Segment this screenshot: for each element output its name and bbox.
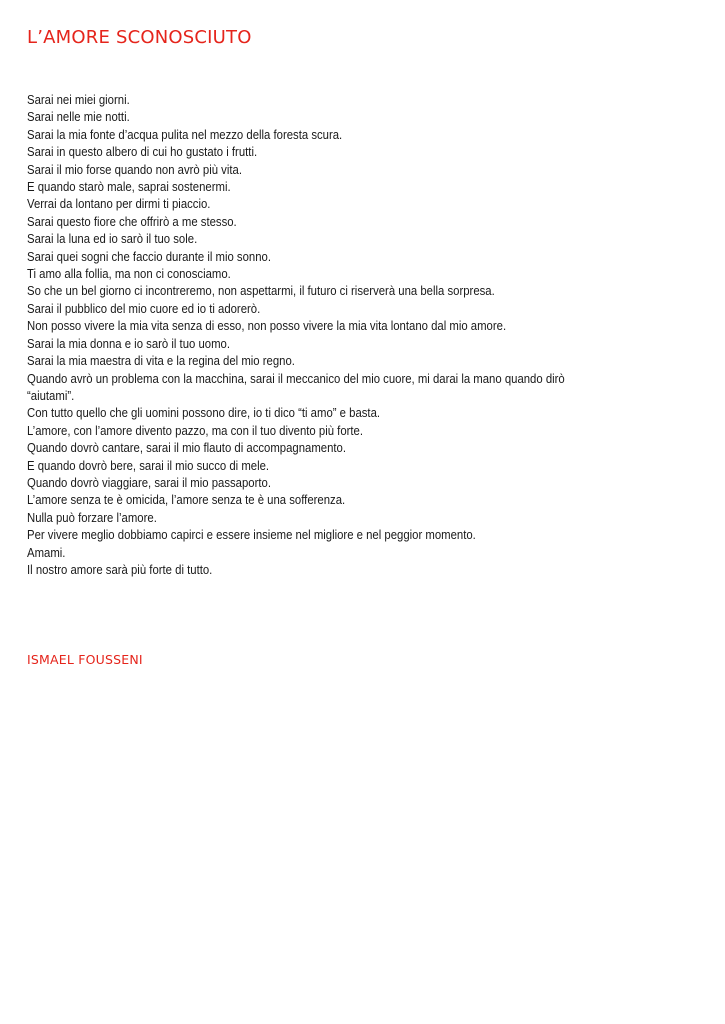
page-title: L’AMORE SCONOSCIUTO	[27, 27, 252, 48]
poem-line: Con tutto quello che gli uomini possono dire, io ti dico “ti amo” e basta.	[27, 405, 381, 421]
poem-line: Sarai la mia fonte d’acqua pulita nel mezzo della foresta scura.	[27, 126, 343, 142]
poem-line: Sarai in questo albero di cui ho gustato i frutti.	[27, 144, 258, 160]
poem-line: So che un bel giorno ci incontreremo, non aspettarmi, il futuro ci riserverà una bella sorpresa.	[27, 283, 495, 299]
poem-line: Sarai nei miei giorni.	[27, 92, 130, 107]
poem-line: Quando dovrò viaggiare, sarai il mio passaporto.	[27, 474, 271, 490]
poem-line: L’amore, con l’amore divento pazzo, ma con il tuo divento più forte.	[27, 422, 364, 438]
poem-line: Sarai la mia maestra di vita e la regina del mio regno.	[27, 353, 295, 369]
poem-line: Verrai da lontano per dirmi ti piaccio.	[27, 196, 211, 212]
poem-line: L’amore senza te è omicida, l’amore senza te è una sofferenza.	[27, 492, 346, 508]
poem-line: E quando dovrò bere, sarai il mio succo di mele.	[27, 457, 270, 473]
poem-line: Quando dovrò cantare, sarai il mio flauto di accompagnamento.	[27, 440, 347, 456]
poem-line: Il nostro amore sarà più forte di tutto.	[27, 561, 213, 577]
poem-line: Sarai la luna ed io sarò il tuo sole.	[27, 231, 198, 247]
poem-line: “aiutami”.	[27, 387, 75, 403]
poem-line: Ti amo alla follia, ma non ci conosciamo.	[27, 266, 231, 282]
poem-line: Sarai la mia donna e io sarò il tuo uomo.	[27, 335, 231, 351]
poem-line: Amami.	[27, 544, 66, 560]
author-name: ISMAEL FOUSSENI	[27, 652, 143, 667]
poem-line: Sarai nelle mie notti.	[27, 109, 130, 125]
poem-line: Non posso vivere la mia vita senza di esso, non posso vivere la mia vita lontano dal mio amore.	[27, 318, 507, 334]
poem-line: E quando starò male, saprai sostenermi.	[27, 179, 231, 195]
poem-line: Sarai quei sogni che faccio durante il mio sonno.	[27, 248, 271, 264]
poem-body	[27, 91, 707, 578]
poem-line: Quando avrò un problema con la macchina, sarai il meccanico del mio cuore, mi darai la mano quando dirò	[27, 370, 565, 386]
poem-line: Per vivere meglio dobbiamo capirci e essere insieme nel migliore e nel peggior momento.	[27, 527, 476, 543]
poem-line: Nulla può forzare l’amore.	[27, 509, 157, 525]
poem-line: Sarai questo fiore che offrirò a me stesso.	[27, 213, 237, 229]
poem-line: Sarai il pubblico del mio cuore ed io ti adorerò.	[27, 300, 261, 316]
poem-line: Sarai il mio forse quando non avrò più vita.	[27, 161, 242, 177]
